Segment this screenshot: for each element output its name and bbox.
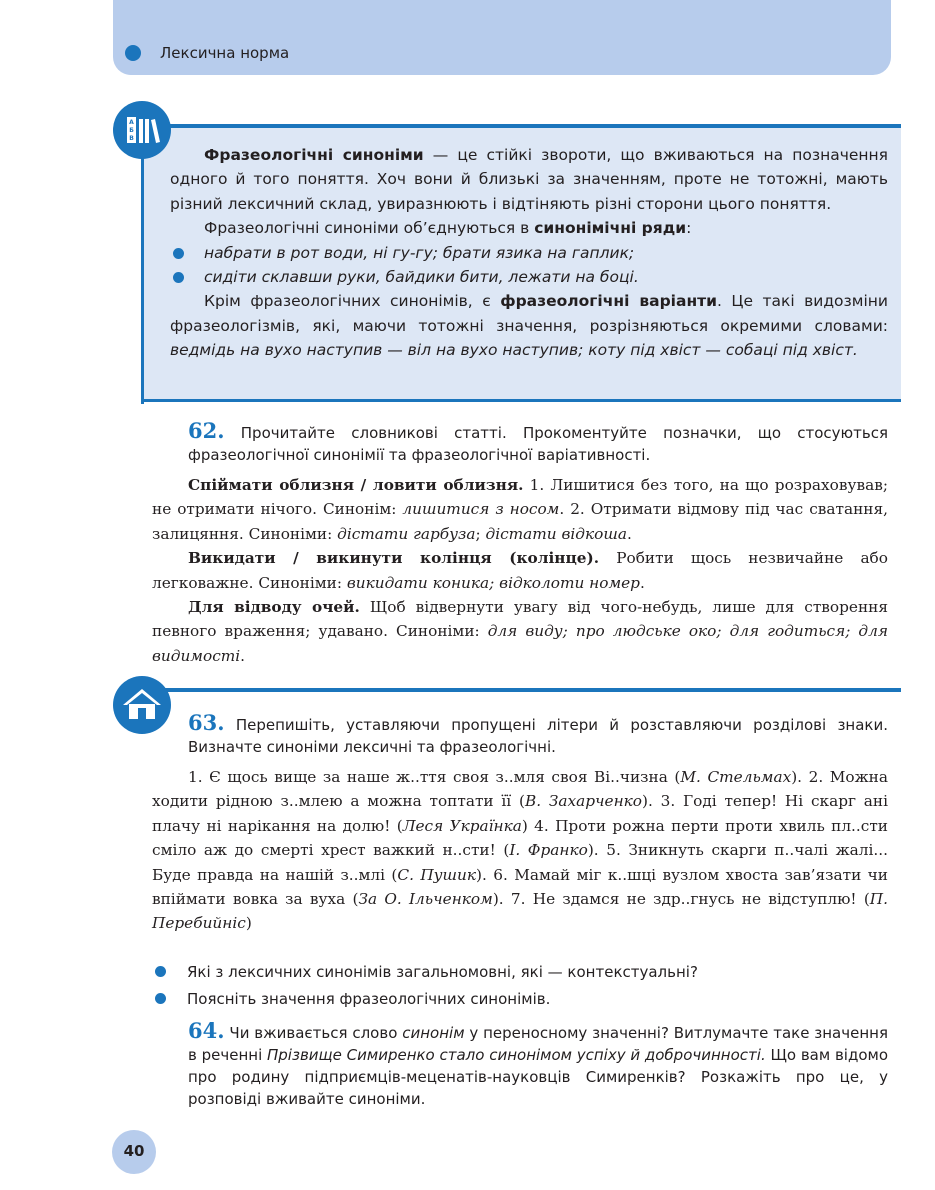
task-62-number: 62. bbox=[188, 418, 225, 443]
section-title: Лексична норма bbox=[160, 44, 290, 62]
rule-bullet-1: набрати в рот води, ні гу-гу; брати язика на гаплик; bbox=[170, 241, 888, 265]
rule-top-line bbox=[141, 124, 901, 128]
bullet bbox=[155, 966, 166, 977]
homework-line bbox=[141, 688, 901, 692]
term-phraseological-synonyms: Фразеологічні синоніми bbox=[204, 146, 424, 164]
rule-bottom-line bbox=[141, 399, 901, 402]
rule-text bbox=[170, 143, 888, 363]
svg-text:В: В bbox=[129, 135, 134, 142]
task-63-sentences: 1. Є щось вище за наше ж..ття своя з..мля своя Ві..чизна (М. Стельмах). 2. Можна ходити рідною з..млею а можна топтати її (В. Захарченко). 3. Годі тепер! Ні скарг ані плачу ні нарікання на долю! (Леся Українка) 4. Проти рожна перти проти хвиль пл..сти сміло аж до смерті хрест важкий н..сти! (І. Франко). 5. Зникнуть скарги п..чалі жалі... Буде правда на нашій з..млі (С. Пушик). 6. Мамай міг к..шці вузлом хвоста зав’язати чи впіймати вовка за вуха (За О. Ільченком). 7. Не здамся не здр..гнусь не відступлю! (П. Перебийніс) bbox=[152, 768, 888, 933]
task-64: 64. Чи вживається слово синонім у переносному значенні? Витлумачте таке значення в реченні Прізвище Симиренко стало синонімом успіху й доброчинності. Що вам відомо про родину підприємців-меценатів-науковців Симиренків? Розкажіть про це, у розповіді вживайте синоніми. bbox=[188, 1018, 889, 1108]
task-62-entries bbox=[152, 473, 888, 668]
svg-text:А: А bbox=[129, 119, 134, 126]
rule-bullet-2: сидіти склавши руки, байдики бити, лежати на боці. bbox=[170, 265, 888, 289]
task-63-instruction: 63. Перепишіть, уставляючи пропущені літери й розставляючи розділові знаки. Визначте синоніми лексичні та фразеологічні. bbox=[188, 710, 888, 756]
rule-paragraph-1: Фразеологічні синоніми — це стійкі звороти, що вживаються на позначення одного й того поняття. Хоч вони й близькі за значенням, проте не тотожні, мають різний лексичний склад, увиразнюють і відтіняють різні сторони цього поняття. bbox=[170, 146, 888, 213]
rule-paragraph-3: Крім фразеологічних синонімів, є фразеологічні варіанти. Це такі видозміни фразеологізмів, які, маючи тотожні значення, розрізняються окремими словами: ведмідь на вухо наступив — віл на вухо наступив; коту під хвіст — собаці під хвіст. bbox=[170, 292, 888, 360]
rule-left-line bbox=[141, 124, 144, 404]
header-bullet bbox=[125, 45, 141, 61]
rule-paragraph-2: Фразеологічні синоніми об’єднуються в синонімічні ряди: bbox=[204, 219, 692, 238]
term-phraseological-variants: фразеологічні варіанти bbox=[500, 292, 718, 311]
term-synonym-rows: синонімічні ряди bbox=[534, 219, 687, 238]
dictionary-entry-2: Викидати / викинути колінця (колінце). Робити щось незвичайне або легковажне. Синоніми: викидати коника; відколоти номер. bbox=[152, 549, 888, 592]
page-number: 40 bbox=[123, 1142, 145, 1160]
house-icon bbox=[113, 676, 171, 734]
dictionary-entry-3: Для відводу очей. Щоб відвернути увагу від чого-небудь, лише для створення певного враження; удавано. Синоніми: для виду; про людське око; для годиться; для видимості. bbox=[152, 598, 888, 665]
dictionary-entry-1: Спіймати облизня / ловити облизня. 1. Лишитися без того, на що розраховував; не отримати нічого. Синонім: лишитися з носом. 2. Отримати відмову під час сватання, залицяння. Синоніми: дістати гарбуза; дістати відкоша. bbox=[152, 476, 888, 543]
task-62-instruction: 62. Прочитайте словникові статті. Прокоментуйте позначки, що стосуються фразеологічної синонімії та фразеологічної варіативності. bbox=[188, 418, 888, 464]
svg-text:Б: Б bbox=[129, 127, 134, 134]
bullet bbox=[155, 993, 166, 1004]
books-abv-icon bbox=[113, 101, 171, 159]
header-band bbox=[113, 0, 891, 75]
task-64-number: 64. bbox=[188, 1018, 225, 1043]
task-63-number: 63. bbox=[188, 710, 225, 735]
task-63-text bbox=[152, 765, 888, 936]
